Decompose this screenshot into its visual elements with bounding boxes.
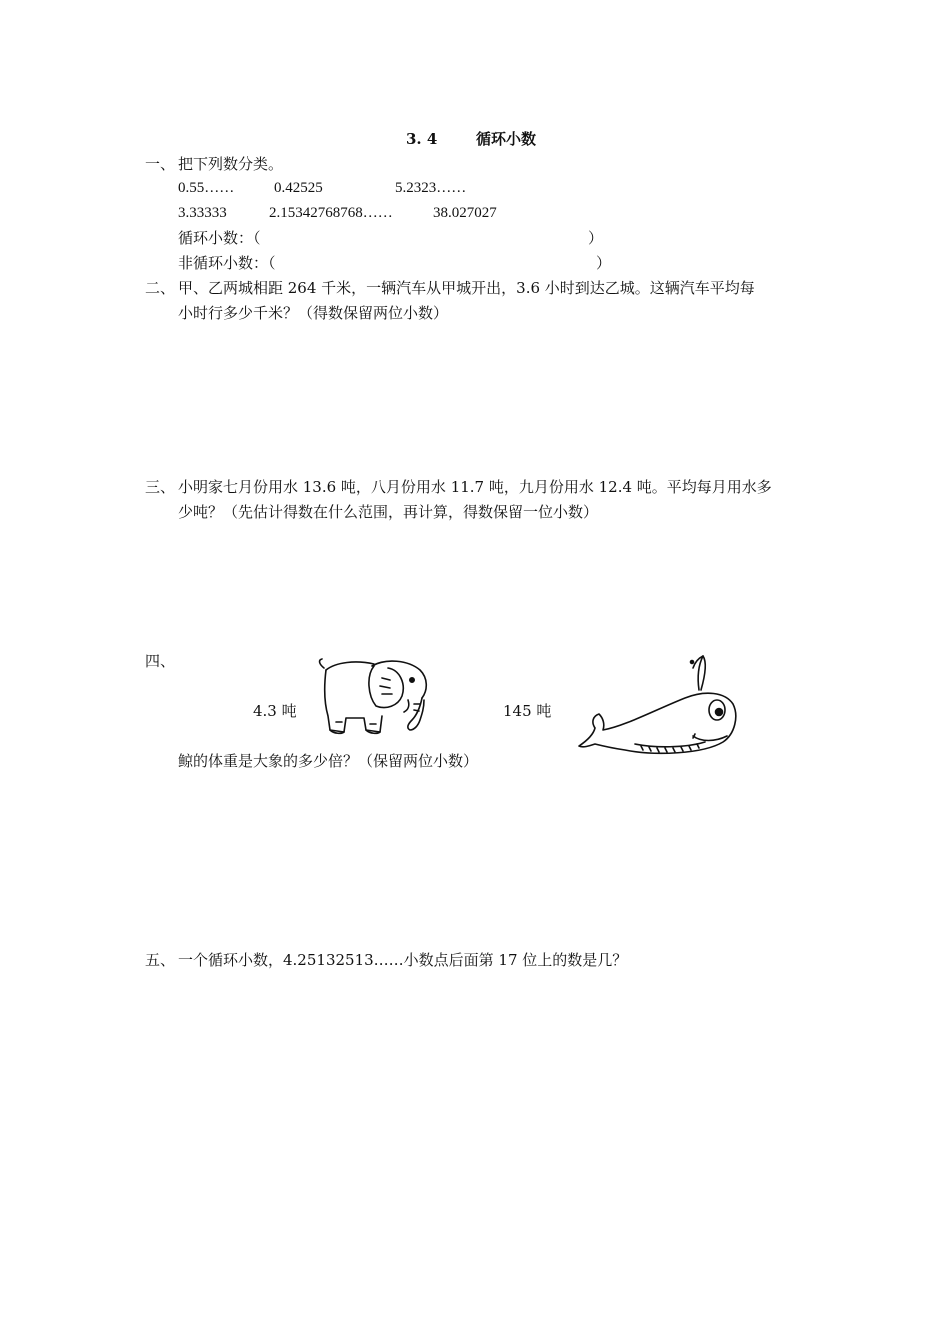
whale-weight: 145 吨 (503, 702, 552, 720)
nonrepeating-close: ） (596, 254, 612, 272)
q1-number-2: 0.42525 (274, 180, 323, 196)
repeating-close: ） (588, 229, 604, 247)
q5-text: 一个循环小数，4.25132513……小数点后面第 17 位上的数是几？ (178, 951, 628, 969)
q3-line1: 小明家七月份用水 13.6 吨，八月份用水 11.7 吨，九月份用水 12.4 吨。平均每月用水多 (178, 478, 772, 496)
q4-question: 鲸的体重是大象的多少倍？（保留两位小数） (178, 752, 479, 770)
q5-label: 五、 (145, 951, 176, 969)
q1-number-5: 2.15342768768…… (269, 205, 393, 221)
q3-label: 三、 (145, 478, 176, 496)
q2-label: 二、 (145, 279, 176, 297)
q1-text: 把下列数分类。 (178, 155, 284, 173)
repeating-label: 循环小数：（ (178, 229, 261, 247)
q1-number-1: 0.55…… (178, 180, 235, 196)
q2-line1: 甲、乙两城相距 264 千米，一辆汽车从甲城开出，3.6 小时到达乙城。这辆汽车平均每 (178, 279, 755, 297)
q1-number-3: 5.2323…… (395, 180, 467, 196)
title-number: 3. 4 (406, 130, 438, 148)
page-title: 循环小数 (476, 130, 537, 148)
nonrepeating-label: 非循环小数：（ (178, 254, 276, 272)
q3-line2: 少吨？（先估计得数在什么范围，再计算，得数保留一位小数） (178, 503, 599, 521)
q1-number-6: 38.027027 (433, 205, 497, 221)
q2-line2: 小时行多少千米？（得数保留两位小数） (178, 304, 449, 322)
whale-icon (575, 652, 740, 760)
elephant-weight: 4.3 吨 (253, 702, 297, 720)
elephant-icon (316, 656, 434, 736)
q1-number-4: 3.33333 (178, 205, 227, 221)
q4-label: 四、 (145, 652, 176, 670)
q1-label: 一、 (145, 155, 176, 173)
